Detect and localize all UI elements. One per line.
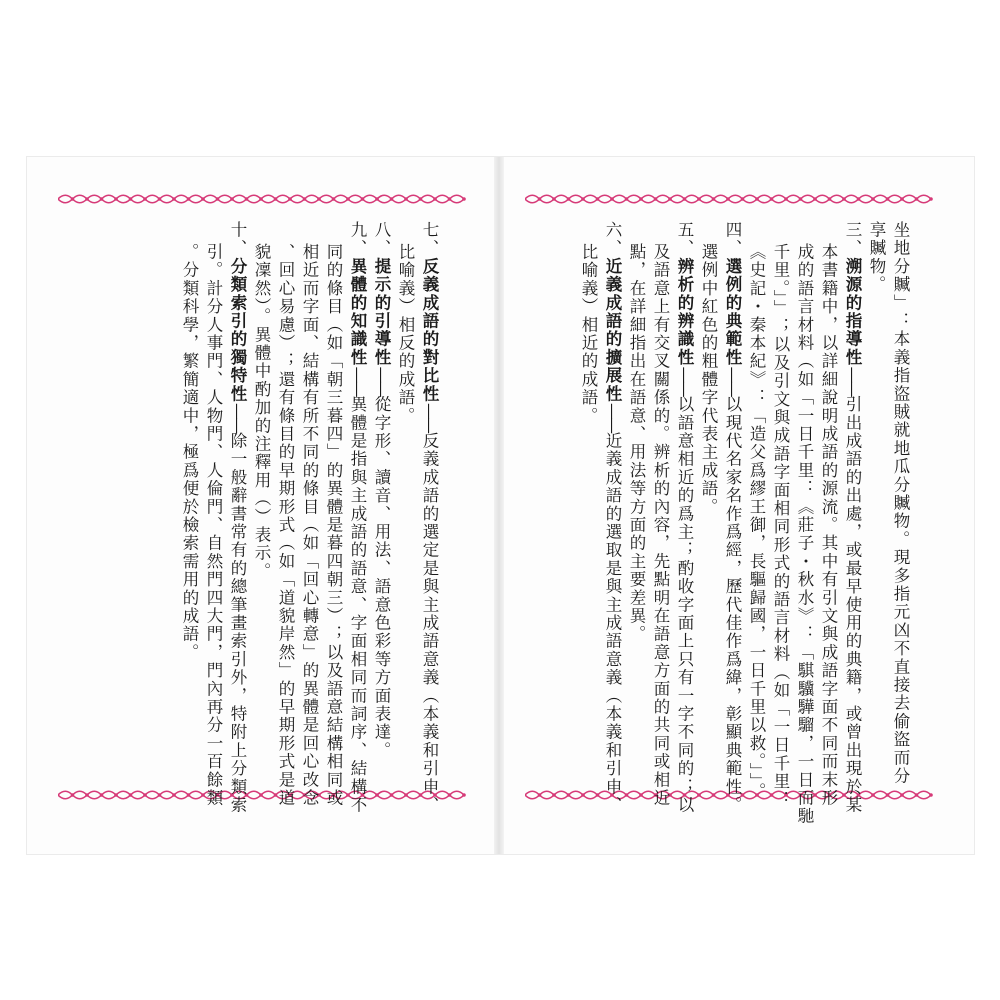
item-text: 以語意相近的爲主；酌收字面上只有一字不同的；以 bbox=[675, 395, 694, 815]
item-text: 異體是指與主成語的語意、字面相同而詞序、結構不 bbox=[348, 395, 367, 815]
item-number: 三、 bbox=[843, 221, 862, 258]
item-title: 反義成語的對比性 bbox=[420, 257, 439, 404]
em-dash: —— bbox=[372, 366, 391, 396]
list-item-heading bbox=[346, 221, 369, 814]
text-column: 、回心易慮）；還有條目的早期形式（如「道貌岸然」的早期形式是道 bbox=[276, 243, 295, 808]
item-number: 四、 bbox=[723, 221, 742, 258]
bottom-border-left-ornament bbox=[58, 786, 470, 804]
item-title: 選例的典範性 bbox=[723, 257, 742, 367]
text-column: 相近而字面、結構有所不同的條目（如「回心轉意」的異體是回心改念 bbox=[300, 243, 319, 808]
em-dash: —— bbox=[348, 366, 367, 396]
text-column: 本書籍中，以詳細說明成語的源流。其中有引文與成語字面不同而末形 bbox=[819, 243, 838, 808]
em-dash: —— bbox=[723, 366, 742, 396]
text-column: 點，在詳細指出在語意、用法等方面的主要差異。 bbox=[627, 243, 646, 644]
text-column: 坐地分贓」：本義指盜賊就地瓜分贓物。現多指元凶不直接去偷盜而分 bbox=[891, 221, 910, 786]
text-column: 引。計分人事門、人物門、人倫門、自然門四大門，門內再分一百餘類 bbox=[204, 243, 223, 808]
item-number: 八、 bbox=[372, 221, 391, 258]
text-column: 成的語言材料（如「一日千里：《莊子・秋水》：「騏驥驊騮，一日而馳 bbox=[795, 243, 814, 826]
item-text: 引出成語的出處，或最早使用的典籍，或曾出現於某 bbox=[843, 395, 862, 815]
text-column: 。分類科學，繁簡適中，極爲便於檢索需用的成語。 bbox=[180, 243, 199, 662]
item-text: 從字形、讀音、用法、語意色彩等方面表達。 bbox=[372, 395, 391, 760]
text-column: 比喻義）相反的成語。 bbox=[396, 243, 415, 425]
text-column: 千里。」」；以及引文與成語字面相同形式的語言材料（如「一日千里： bbox=[771, 243, 790, 809]
item-title: 異體的知識性 bbox=[348, 257, 367, 367]
item-number: 五、 bbox=[675, 221, 694, 258]
list-item-heading bbox=[370, 221, 393, 760]
top-border-right-ornament bbox=[525, 190, 943, 208]
item-title: 提示的引導性 bbox=[372, 257, 391, 367]
item-text: 以現代名家名作爲經，歷代佳作爲緯，彰顯典範性。 bbox=[723, 395, 742, 815]
item-title: 溯源的指導性 bbox=[843, 257, 862, 367]
em-dash: —— bbox=[843, 366, 862, 396]
item-text: 反義成語的選定是與主成語意義（本義和引申、 bbox=[420, 432, 439, 815]
item-number: 六、 bbox=[603, 221, 622, 258]
text-column: 選例中紅色的粗體字代表主成語。 bbox=[699, 243, 718, 516]
item-number: 七、 bbox=[420, 221, 439, 258]
item-title: 辨析的辨識性 bbox=[675, 257, 694, 367]
item-number: 十、 bbox=[228, 221, 247, 258]
list-item-heading bbox=[673, 221, 696, 814]
list-item-heading bbox=[601, 221, 624, 814]
item-text: 近義成語的選取是與主成語意義（本義和引申、 bbox=[603, 432, 622, 815]
em-dash: —— bbox=[420, 403, 439, 433]
text-column: 《史記・秦本紀》：「造父爲繆王御，長驅歸國，一日千里以救。」」。 bbox=[747, 243, 766, 801]
item-title: 近義成語的擴展性 bbox=[603, 257, 622, 404]
list-item-heading bbox=[418, 221, 441, 814]
em-dash: —— bbox=[675, 366, 694, 396]
em-dash: —— bbox=[603, 403, 622, 433]
em-dash: —— bbox=[228, 403, 247, 433]
item-title: 分類索引的獨特性 bbox=[228, 257, 247, 404]
list-item-heading bbox=[841, 221, 864, 814]
book-gutter bbox=[494, 157, 504, 854]
text-column: 比喻義）相近的成語。 bbox=[579, 243, 598, 425]
text-column: 及語意上有交叉關係的。辨析的內容，先點明在語意方面的共同或相近 bbox=[651, 243, 670, 808]
list-item-heading bbox=[721, 221, 744, 814]
top-border-left-ornament bbox=[58, 190, 470, 208]
text-column: 享贓物。 bbox=[867, 221, 886, 294]
list-item-heading bbox=[226, 221, 249, 814]
item-text: 除一般辭書常有的總筆畫索引外，特附上分類索 bbox=[228, 432, 247, 815]
text-column: 貌凜然）。異體中酌加的注釋用（）表示。 bbox=[252, 243, 271, 581]
item-number: 九、 bbox=[348, 221, 367, 258]
text-column: 同的條目（如「朝三暮四」的異體是暮四朝三）；以及語意結構相同或 bbox=[324, 243, 343, 808]
